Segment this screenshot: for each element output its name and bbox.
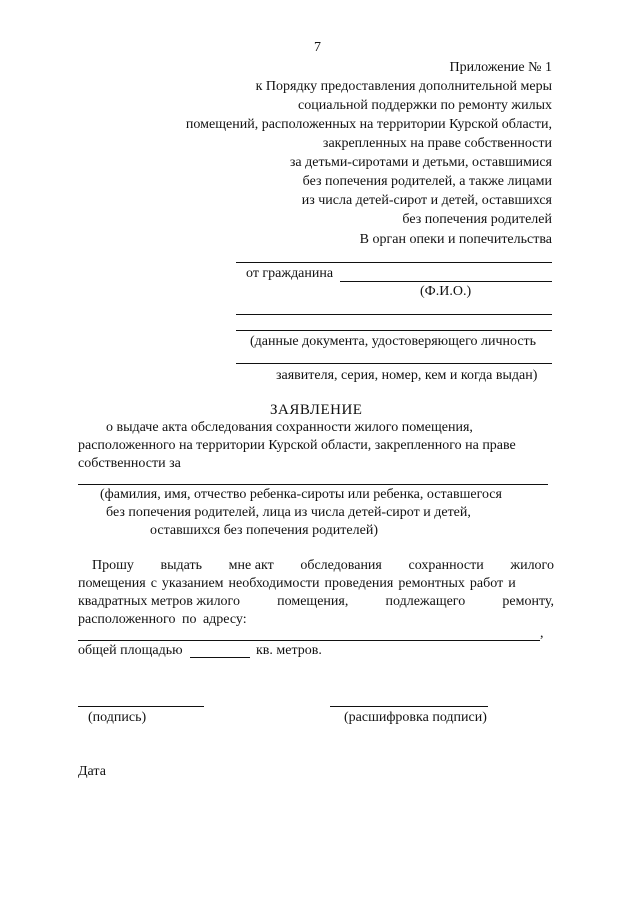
request-line: помещения с указанием необходимости проведения ремонтных работ и xyxy=(78,576,516,591)
signature-decode-caption: (расшифровка подписи) xyxy=(344,710,487,725)
appendix-line: к Порядку предоставления дополнительной меры xyxy=(255,79,552,94)
document-line xyxy=(236,314,552,315)
statement-title: ЗАЯВЛЕНИЕ xyxy=(270,402,363,418)
request-word: выдать xyxy=(160,558,203,573)
signature-caption: (подпись) xyxy=(88,710,147,725)
appendix-line: без попечения родителей xyxy=(402,212,552,227)
child-caption: без попечения родителей, лица из числа детей-сирот и детей, xyxy=(106,505,471,520)
appendix-line: закрепленных на праве собственности xyxy=(322,136,552,151)
request-word: ремонту, xyxy=(502,594,554,609)
area-prefix: общей площадью xyxy=(78,643,183,658)
address-line xyxy=(78,640,540,641)
request-word: квадратных метров жилого xyxy=(78,594,240,609)
fio-caption: (Ф.И.О.) xyxy=(420,284,472,299)
appendix-line: помещений, расположенных на территории Курской области, xyxy=(185,117,552,132)
page-number: 7 xyxy=(314,40,321,55)
child-caption: (фамилия, имя, отчество ребенка-сироты или ребенка, оставшегося xyxy=(100,487,502,502)
request-word: сохранности xyxy=(408,558,484,573)
request-line xyxy=(78,558,554,574)
request-line xyxy=(78,594,554,610)
request-word: обследования xyxy=(300,558,382,573)
area-line xyxy=(190,657,250,658)
request-line: расположенного по адресу: xyxy=(78,612,247,627)
statement-subject: расположенного на территории Курской области, закрепленного на праве xyxy=(78,438,516,453)
address-comma: , xyxy=(540,626,544,641)
addressee-organ: В орган опеки и попечительства xyxy=(359,232,552,247)
appendix-line: из числа детей-сирот и детей, оставшихся xyxy=(301,193,552,208)
statement-subject: собственности за xyxy=(78,456,181,471)
request-word: подлежащего xyxy=(385,594,466,609)
fio-line xyxy=(340,281,552,282)
document-line xyxy=(236,363,552,364)
signature-decode-line xyxy=(330,706,488,707)
date-label: Дата xyxy=(78,764,106,779)
appendix-line: без попечения родителей, а также лицами xyxy=(302,174,552,189)
request-word: помещения, xyxy=(277,594,349,609)
request-word: мне акт xyxy=(228,558,274,573)
statement-subject: о выдаче акта обследования сохранности жилого помещения, xyxy=(106,420,473,435)
document-caption: заявителя, серия, номер, кем и когда выдан) xyxy=(276,368,538,383)
signature-line xyxy=(78,706,204,707)
request-word: жилого xyxy=(510,558,554,573)
appendix-line: за детьми-сиротами и детьми, оставшимися xyxy=(289,155,552,170)
appendix-line: социальной поддержки по ремонту жилых xyxy=(298,98,552,113)
child-name-line xyxy=(78,484,548,485)
from-citizen-label: от гражданина xyxy=(246,266,334,281)
document-caption: (данные документа, удостоверяющего личность xyxy=(250,334,537,349)
child-caption: оставшихся без попечения родителей) xyxy=(150,523,378,538)
request-word: Прошу xyxy=(92,558,134,573)
appendix-title: Приложение № 1 xyxy=(449,60,552,75)
document-line xyxy=(236,330,552,331)
area-suffix: кв. метров. xyxy=(256,643,322,658)
addressee-line xyxy=(236,262,552,263)
